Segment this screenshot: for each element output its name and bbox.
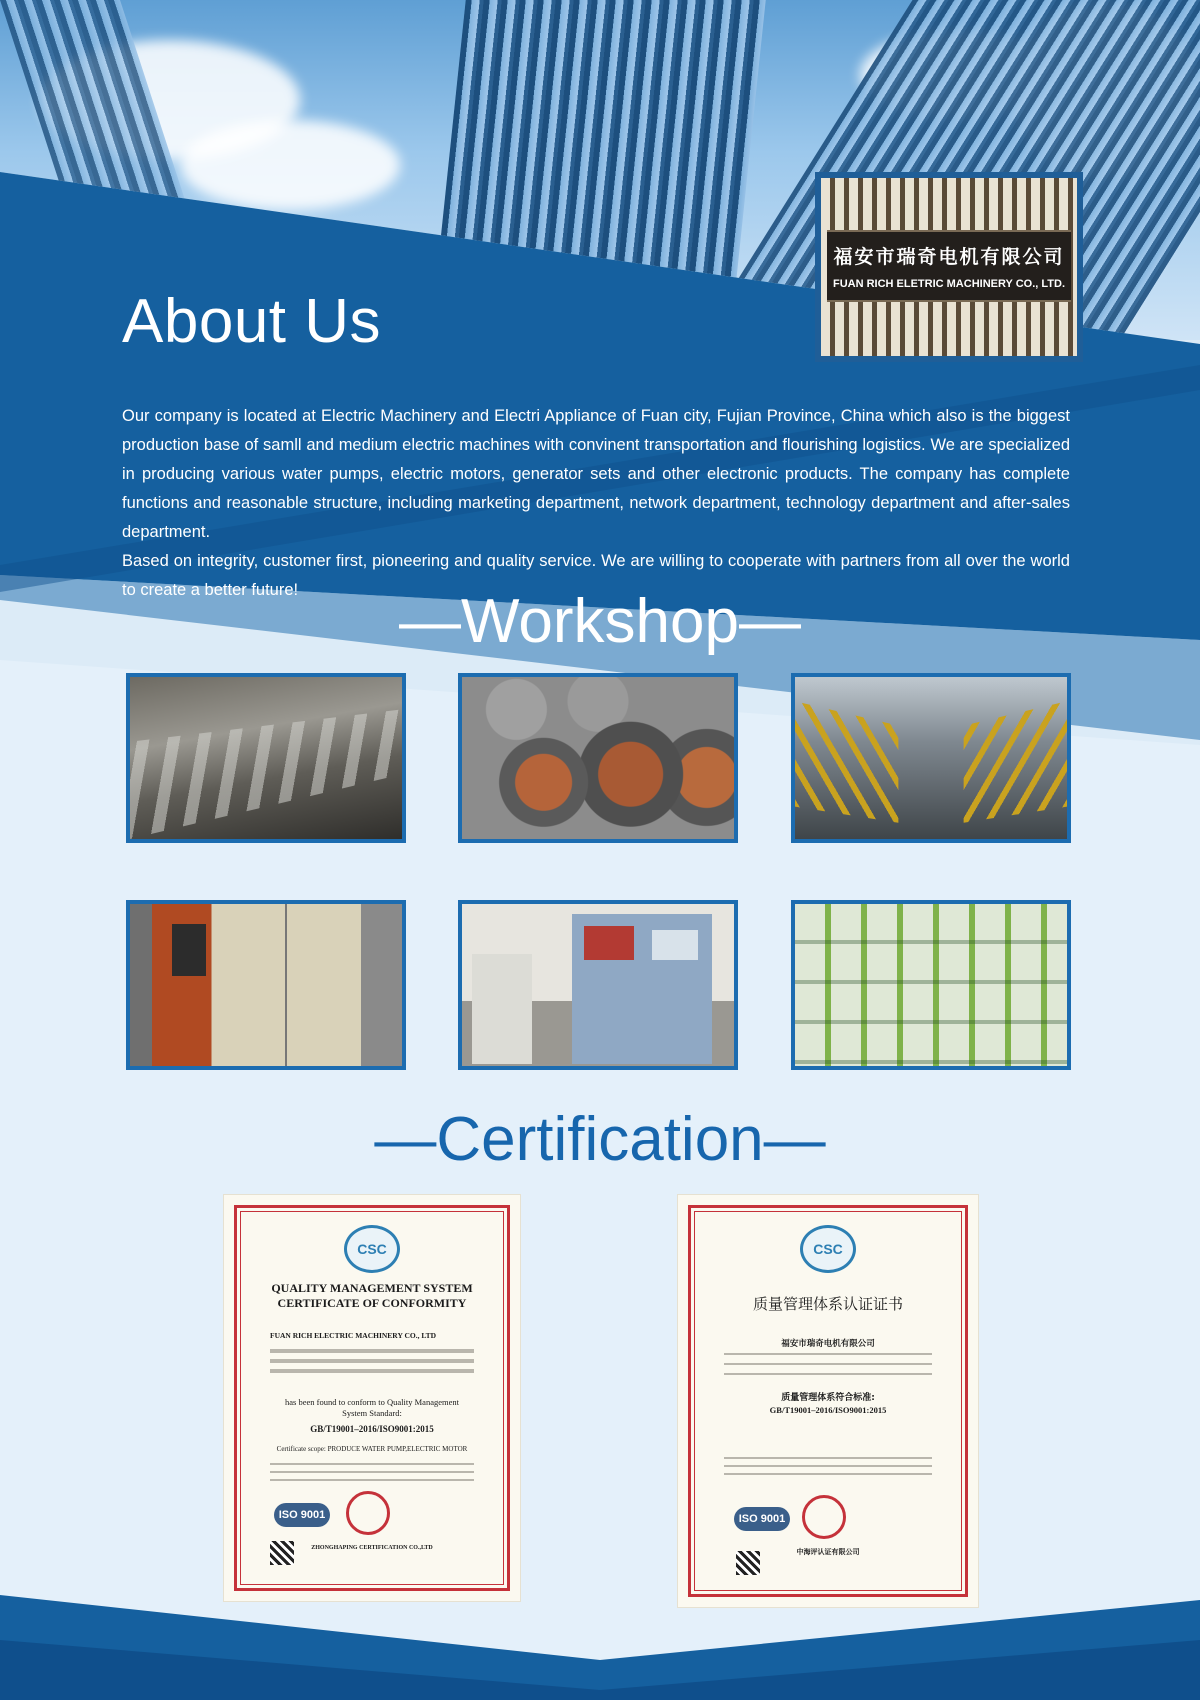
cert-1-scope: Certificate scope: PRODUCE WATER PUMP,ELECTRIC MOTOR bbox=[276, 1445, 468, 1453]
workshop-photo-control-console bbox=[458, 900, 738, 1070]
logo-name-en: FUAN RICH ELETRIC MACHINERY CO., LTD. bbox=[832, 278, 1065, 290]
about-paragraph-2: Based on integrity, customer first, pioneering and quality service. We are willing to cooperate with partners from all over the world to create a better future! bbox=[122, 552, 1070, 599]
certification-title: —Certification— bbox=[374, 1105, 826, 1174]
certificate-english bbox=[224, 1195, 520, 1601]
red-stamp-icon bbox=[802, 1495, 846, 1539]
cert-1-heading: QUALITY MANAGEMENT SYSTEM CERTIFICATE OF CONFORMITY bbox=[271, 1281, 473, 1310]
workshop-photo-drying-oven bbox=[126, 900, 406, 1070]
cert-1-standard: GB/T19001–2016/ISO9001:2015 bbox=[310, 1424, 434, 1434]
workshop-photo-packaged-products bbox=[791, 900, 1071, 1070]
workshop-photo-motor-stators bbox=[458, 673, 738, 843]
csc-seal-icon: CSC bbox=[800, 1225, 856, 1273]
cert-2-issuer: 中海评认证有限公司 bbox=[796, 1548, 860, 1556]
cert-2-heading: 质量管理体系认证证书 bbox=[752, 1295, 903, 1313]
about-text bbox=[122, 402, 1070, 605]
certificate-chinese bbox=[678, 1195, 978, 1607]
cert-1-issuer: ZHONGHAPING CERTIFICATION CO.,LTD bbox=[311, 1545, 433, 1551]
company-logo bbox=[815, 172, 1083, 362]
cert-1-conform: has been found to conform to Quality Management System Standard: bbox=[285, 1397, 459, 1418]
workshop-title: —Workshop— bbox=[399, 587, 801, 656]
red-stamp-icon bbox=[346, 1491, 390, 1535]
workshop-photo-paint-line bbox=[791, 673, 1071, 843]
about-title: About Us bbox=[122, 287, 382, 356]
cert-2-company: 福安市瑞奇电机有限公司 bbox=[781, 1339, 875, 1349]
iso-9001-badge-icon: ISO 9001 bbox=[734, 1507, 790, 1531]
workshop-photo-assembly-line bbox=[126, 673, 406, 843]
iso-9001-badge-icon: ISO 9001 bbox=[274, 1503, 330, 1527]
logo-name-cn: 福安市瑞奇电机有限公司 bbox=[833, 246, 1065, 268]
csc-seal-icon: CSC bbox=[344, 1225, 400, 1273]
cert-2-conform: 质量管理体系符合标准: bbox=[781, 1393, 875, 1403]
about-paragraph-1: Our company is located at Electric Machinery and Electri Appliance of Fuan city, Fujian Province, China which also is the biggest production base of samll and medium electric machines with convinent transportation and flourishing logistics. We are specialized in producing various water pumps, electric motors, generator sets and other electronic products. The company has complete functions and reasonable structure, including marketing department, network department, technology department and after-sales department. bbox=[122, 407, 1070, 541]
cert-1-company: FUAN RICH ELECTRIC MACHINERY CO., LTD bbox=[270, 1331, 437, 1340]
cert-2-standard: GB/T19001–2016/ISO9001:2015 bbox=[769, 1405, 887, 1415]
logo-band bbox=[827, 230, 1071, 302]
